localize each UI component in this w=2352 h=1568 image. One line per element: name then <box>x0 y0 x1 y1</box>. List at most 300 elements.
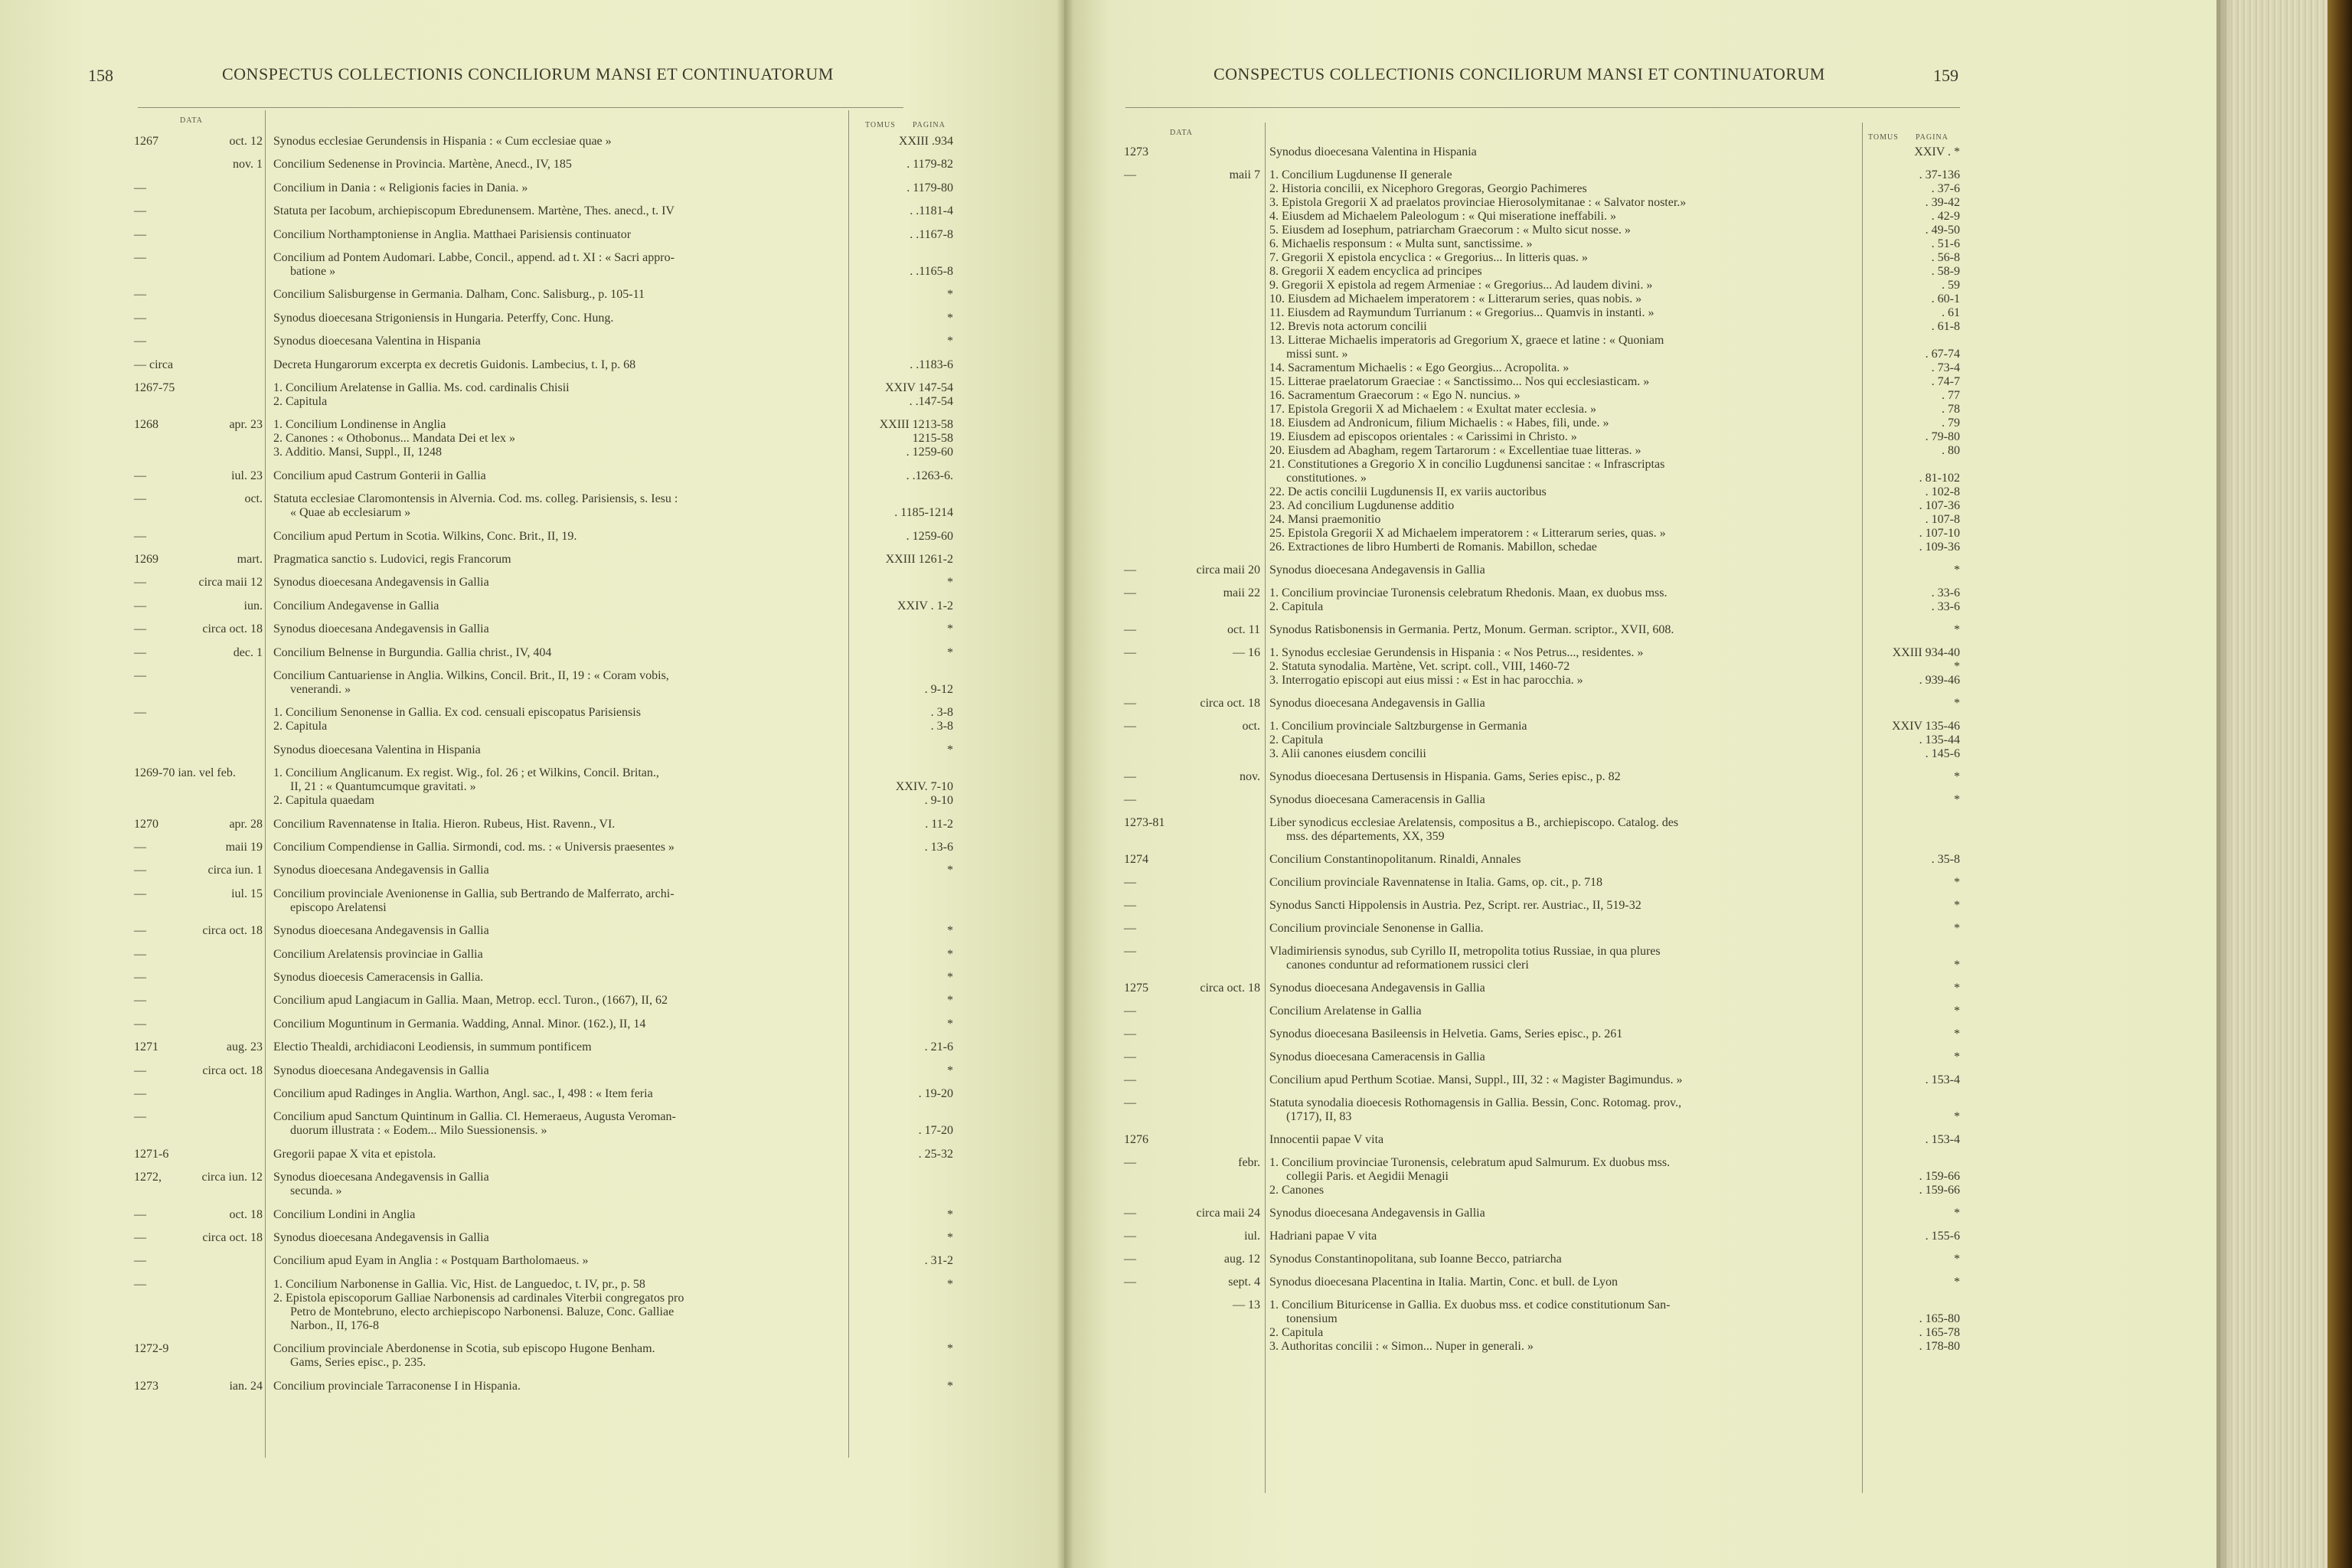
entry-text <box>1269 945 1859 972</box>
entry-text <box>273 706 840 733</box>
entry-reference <box>850 994 953 1008</box>
entry-reference <box>850 181 953 195</box>
entry-line: 12. Brevis nota actorum concilii <box>1269 320 1427 333</box>
entry-line: duorum illustrata : « Eodem... Milo Suessionensis. » <box>290 1124 547 1138</box>
entry-line: Electio Thealdi, archidiaconi Leodiensis, in summum pontificem <box>273 1040 592 1054</box>
tomus-pagina: XXIV . * <box>1914 145 1960 158</box>
entry-day: circa iun. 1 <box>207 864 263 877</box>
entry-date <box>1124 1253 1260 1266</box>
entry-date <box>134 335 263 348</box>
entry-date <box>134 1171 263 1184</box>
entry-line: 1. Concilium Londinense in Anglia <box>273 418 446 432</box>
entry-reference <box>850 864 953 877</box>
entry-year: — <box>1124 646 1136 659</box>
entry-row <box>134 1278 953 1342</box>
entry-row <box>134 887 953 924</box>
entry-year: — <box>1124 1253 1136 1266</box>
entry-date <box>134 887 263 901</box>
entry-row <box>134 1018 953 1040</box>
tomus-pagina: . 73-4 <box>1931 361 1960 374</box>
entry-reference <box>850 743 953 757</box>
entry-row <box>134 1380 953 1403</box>
entry-year: 1273 <box>1124 145 1148 158</box>
tomus-pagina: . 1179-82 <box>906 158 953 172</box>
entry-year: 1276 <box>1124 1133 1148 1146</box>
tomus-pagina: XXIII .934 <box>898 135 953 148</box>
entry-line: 10. Eiusdem ad Michaelem imperatorem : « Litterarum series, quas nobis. » <box>1269 292 1642 305</box>
entry-year: — <box>134 492 146 506</box>
entry-reference <box>850 312 953 325</box>
entry-line: Synodus dioecesana Basileensis in Helvetia. Gams, Series episc., p. 261 <box>1269 1027 1623 1040</box>
col-head-pagina: PAGINA <box>913 121 946 129</box>
entry-date <box>134 251 263 265</box>
entry-year: 1275 <box>1124 982 1148 995</box>
entry-row <box>134 766 953 817</box>
entry-reference <box>1864 586 1960 614</box>
entry-reference <box>1864 1298 1960 1354</box>
entry-date <box>1124 816 1260 830</box>
entry-date <box>134 1231 263 1245</box>
entry-text <box>1269 1207 1859 1220</box>
entry-date <box>134 924 263 938</box>
tomus-pagina: * <box>947 1207 953 1221</box>
entry-text <box>1269 770 1859 784</box>
entry-year: — <box>134 181 146 194</box>
entry-row <box>1124 1207 1960 1230</box>
tomus-pagina: . 31-2 <box>924 1254 953 1268</box>
entry-date <box>134 576 263 590</box>
entry-reference <box>850 766 953 808</box>
entry-line: Concilium Sedenense in Provincia. Martène, Anecd., IV, 185 <box>273 158 572 172</box>
col-head-tomus: TOMUS <box>865 121 896 129</box>
entry-day: circa maii 24 <box>1196 1207 1260 1220</box>
entry-line: mss. des départements, XX, 359 <box>1286 830 1445 843</box>
running-head-right: CONSPECTUS COLLECTIONIS CONCILIORUM MANSI ET CONTINUATORUM <box>1214 64 1825 83</box>
entry-text <box>1269 1298 1859 1354</box>
entry-text <box>273 1231 840 1245</box>
tomus-pagina: . 79-80 <box>1925 430 1960 443</box>
entry-row <box>134 251 953 288</box>
tomus-pagina <box>850 492 953 506</box>
entry-date <box>134 1087 263 1101</box>
tomus-pagina: * <box>1954 697 1960 710</box>
entry-reference <box>1864 564 1960 577</box>
entry-row <box>1124 697 1960 720</box>
entry-year: — <box>1124 876 1136 889</box>
entry-line: 15. Litterae praelatorum Graeciae : « Sanctissimo... Nos qui ecclesiasticam. » <box>1269 375 1650 388</box>
entry-line: Concilium apud Castrum Gonterii in Gallia <box>273 469 486 482</box>
tomus-pagina <box>850 1171 953 1184</box>
entry-reference <box>850 1208 953 1222</box>
entry-reference <box>1864 1027 1960 1041</box>
entry-text <box>1269 1276 1859 1289</box>
entry-year: — <box>134 251 146 264</box>
entry-reference <box>1864 1207 1960 1220</box>
entry-line: Liber synodicus ecclesiae Arelatensis, compositus a B., archiepiscopo. Catalog. des <box>1269 816 1679 829</box>
entry-date <box>1124 922 1260 936</box>
entry-line: Synodus dioecesana Andegavensis in Gallia <box>1269 697 1485 710</box>
entry-row <box>134 1040 953 1063</box>
tomus-pagina: . 9-12 <box>924 683 953 696</box>
entry-row <box>134 1148 953 1171</box>
entry-year: — <box>1124 1096 1136 1109</box>
entry-line: Synodus dioecesana Andegavensis in Gallia <box>273 576 489 590</box>
tomus-pagina: . 37-136 <box>1919 168 1960 181</box>
tomus-pagina: * <box>1954 793 1960 806</box>
entry-date <box>134 358 263 372</box>
entry-reference <box>1864 793 1960 807</box>
entry-reference <box>1864 646 1960 688</box>
entry-line: 1. Concilium Bituricense in Gallia. Ex duobus mss. et codice constitutionum San- <box>1269 1298 1671 1312</box>
entry-text <box>273 766 840 808</box>
entry-row <box>1124 1253 1960 1276</box>
entry-line: 8. Gregorii X eadem encyclica ad principes <box>1269 265 1482 278</box>
entry-date <box>134 948 263 962</box>
entry-reference <box>850 818 953 831</box>
entry-year: 1271 <box>134 1040 158 1054</box>
entry-text <box>273 646 840 660</box>
tomus-pagina: * <box>947 1277 953 1291</box>
entry-row <box>1124 564 1960 586</box>
entry-row <box>1124 1073 1960 1096</box>
entry-line: 1. Concilium provinciale Saltzburgense in Germania <box>1269 720 1527 733</box>
entry-reference <box>850 669 953 697</box>
entry-year: 1268 <box>134 418 158 432</box>
tomus-pagina: * <box>947 947 953 961</box>
entry-line: 2. Canones <box>1269 1184 1325 1197</box>
tomus-pagina: XXIV 135-46 <box>1891 720 1960 733</box>
entry-day: aug. 23 <box>226 1040 263 1054</box>
entry-row <box>1124 1298 1960 1363</box>
entry-line: Concilium Compendiense in Gallia. Sirmondi, cod. ms. : « Universis praesentes » <box>273 841 675 854</box>
entry-date <box>134 706 263 720</box>
entry-row <box>1124 145 1960 168</box>
entry-text <box>1269 853 1859 867</box>
entry-year: — <box>134 204 146 218</box>
entry-text <box>273 1278 840 1333</box>
entry-line: Synodus dioecesana Andegavensis in Gallia <box>1269 564 1485 577</box>
entry-line: Concilium provinciale Ravennatense in Italia. Gams, op. cit., p. 718 <box>1269 876 1603 889</box>
tomus-pagina <box>850 901 953 915</box>
tomus-pagina: XXIV . 1-2 <box>897 599 953 612</box>
entry-line: Synodus dioecesana Andegavensis in Gallia <box>1269 982 1485 995</box>
tomus-pagina <box>1864 1298 1960 1312</box>
entry-text <box>273 1254 840 1268</box>
entry-row <box>134 1171 953 1207</box>
entry-line: Petro de Montebruno, electo archiepiscopo Narbonensi. Baluze, Conc. Galliae <box>290 1305 675 1318</box>
entry-row <box>1124 816 1960 853</box>
tomus-pagina <box>1864 945 1960 959</box>
entry-day: oct. 18 <box>229 1207 263 1221</box>
entry-line: Concilium Cantuariense in Anglia. Wilkins, Concil. Brit., II, 19 : « Coram vobis, <box>273 669 669 682</box>
entry-day: ian. 24 <box>229 1379 263 1393</box>
entry-row <box>134 312 953 335</box>
entry-text <box>273 576 840 590</box>
entry-date <box>134 418 263 432</box>
entry-text <box>273 135 840 149</box>
tomus-pagina: . 1179-80 <box>906 181 953 194</box>
entry-row <box>134 335 953 358</box>
entry-text <box>273 1087 840 1101</box>
entry-reference <box>1864 697 1960 710</box>
entry-line: 2. Statuta synodalia. Martène, Vet. script. coll., VIII, 1460-72 <box>1269 660 1570 673</box>
entry-date <box>134 1278 263 1292</box>
entry-year: — <box>134 335 146 348</box>
entry-day: circa oct. 18 <box>1200 697 1260 710</box>
tomus-pagina: . 59 <box>1942 279 1960 292</box>
entry-line: Synodus dioecesana Andegavensis in Gallia <box>273 864 489 877</box>
header-rule <box>138 107 903 108</box>
tomus-pagina: * <box>947 743 953 756</box>
entry-day: iul. 23 <box>231 469 263 482</box>
entry-year: — <box>1124 168 1136 181</box>
entry-reference <box>1864 876 1960 890</box>
entry-year: — <box>1124 1004 1136 1018</box>
entry-date <box>134 622 263 636</box>
entry-text <box>273 251 840 279</box>
entry-line: 2. Historia concilii, ex Nicephoro Gregoras, Georgio Pachimeres <box>1269 182 1587 195</box>
entry-date <box>134 1148 263 1161</box>
entry-date <box>134 530 263 544</box>
tomus-pagina: . 61 <box>1942 306 1960 319</box>
entry-line: 4. Eiusdem ad Michaelem Paleologum : « Qui miseratione ineffabili. » <box>1269 210 1616 223</box>
entry-line: 23. Ad concilium Lugdunense additio <box>1269 499 1455 512</box>
entry-date <box>134 646 263 660</box>
tomus-pagina: . .1181-4 <box>910 204 953 218</box>
entry-date <box>134 492 263 506</box>
entry-year: — <box>1124 793 1136 806</box>
tomus-pagina: * <box>1954 1004 1960 1018</box>
tomus-pagina <box>1864 830 1960 844</box>
entry-reference <box>850 841 953 854</box>
entry-date <box>1124 1073 1260 1087</box>
entry-year: — <box>1124 945 1136 958</box>
entry-day: circa oct. 18 <box>202 1063 263 1077</box>
tomus-pagina: XXIII 1261-2 <box>885 553 953 566</box>
entry-reference <box>1864 853 1960 867</box>
entry-line: 3. Additio. Mansi, Suppl., II, 1248 <box>273 446 443 459</box>
entry-line: Synodus dioecesana Andegavensis in Gallia <box>273 1171 489 1184</box>
tomus-pagina <box>1864 1096 1960 1110</box>
tomus-pagina: * <box>1954 770 1960 783</box>
tomus-pagina: * <box>947 288 953 302</box>
entry-text <box>273 469 840 483</box>
entry-year: — <box>1124 720 1136 733</box>
tomus-pagina: * <box>1954 982 1960 995</box>
entry-date <box>134 228 263 242</box>
entry-year: — <box>1124 899 1136 912</box>
entry-reference <box>1864 145 1960 159</box>
tomus-pagina: * <box>947 622 953 636</box>
entry-date <box>1124 793 1260 807</box>
tomus-pagina: . 159-66 <box>1919 1170 1960 1183</box>
entry-row <box>1124 770 1960 793</box>
entry-year: — <box>1124 770 1136 783</box>
entry-year: — <box>134 1254 146 1268</box>
tomus-pagina: 1215-58 <box>912 432 953 446</box>
tomus-pagina: XXIII 1213-58 <box>879 418 953 432</box>
entry-row <box>134 864 953 887</box>
tomus-pagina: . 81-102 <box>1919 472 1960 485</box>
entry-line: 18. Eiusdem ad Andronicum, filium Michaelis : « Habes, fili, unde. » <box>1269 416 1609 430</box>
entry-date <box>134 1254 263 1268</box>
entry-line: 19. Eiusdem ad episcopos orientales : « Carissimi in Christo. » <box>1269 430 1577 443</box>
tomus-pagina: . 67-74 <box>1925 348 1960 361</box>
entry-reference <box>850 228 953 242</box>
entry-day: — 13 <box>1233 1298 1260 1312</box>
entry-date <box>1124 1133 1260 1147</box>
entry-line: 24. Mansi praemonitio <box>1269 513 1381 526</box>
entry-day: sept. 4 <box>1228 1276 1260 1289</box>
entry-year: 1271-6 <box>134 1147 169 1161</box>
entry-reference <box>850 530 953 544</box>
entry-line: 1. Concilium Narbonense in Gallia. Vic, Hist. de Languedoc, t. IV, pr., p. 58 <box>273 1277 645 1291</box>
tomus-pagina: . 9-10 <box>924 794 953 808</box>
tomus-pagina: * <box>947 1231 953 1244</box>
entry-day: circa oct. 18 <box>202 622 263 636</box>
entry-line: 11. Eiusdem ad Raymundum Turrianum : « Gregorius... Quamvis in instanti. » <box>1269 306 1655 319</box>
entry-year: — <box>134 227 146 241</box>
tomus-pagina: . 178-80 <box>1919 1340 1960 1353</box>
entry-reference <box>1864 720 1960 761</box>
entry-year: — <box>134 994 146 1008</box>
entry-text <box>1269 145 1859 159</box>
entry-year: — <box>1124 1027 1136 1040</box>
entry-row <box>134 669 953 706</box>
entry-reference <box>850 381 953 409</box>
entry-date <box>1124 564 1260 577</box>
tomus-pagina: * <box>1954 899 1960 912</box>
entry-text <box>1269 1133 1859 1147</box>
entry-date <box>1124 697 1260 710</box>
tomus-pagina <box>850 766 953 780</box>
entry-text <box>273 381 840 409</box>
entry-year: — <box>1124 1156 1136 1169</box>
entry-text <box>1269 1156 1859 1197</box>
tomus-pagina: * <box>947 335 953 348</box>
tomus-pagina: . 77 <box>1942 389 1960 402</box>
entry-line: Synodus dioecesana Andegavensis in Gallia <box>273 1063 489 1077</box>
entry-text <box>273 228 840 242</box>
entry-day: circa maii 20 <box>1196 564 1260 577</box>
entry-year: — <box>134 599 146 612</box>
entry-row <box>134 204 953 227</box>
entry-text <box>273 994 840 1008</box>
entry-line: 1. Concilium Arelatense in Gallia. Ms. cod. cardinalis Chisii <box>273 381 570 394</box>
entry-line: Concilium provinciale Senonense in Gallia. <box>1269 922 1484 935</box>
entry-line: Synodus dioecesis Cameracensis in Gallia. <box>273 971 484 984</box>
entry-line: Concilium provinciale Aberdonense in Scotia, sub episcopo Hugone Benham. <box>273 1342 655 1356</box>
entry-text <box>273 1110 840 1138</box>
tomus-pagina: . 33-6 <box>1931 600 1960 613</box>
entry-year: — <box>1124 564 1136 577</box>
entry-date <box>1124 1156 1260 1170</box>
entry-row <box>134 1254 953 1277</box>
entry-row <box>134 948 953 971</box>
tomus-pagina: . 79 <box>1942 416 1960 430</box>
running-head-left: CONSPECTUS COLLECTIONIS CONCILIORUM MANSI ET CONTINUATORUM <box>222 64 834 83</box>
entry-reference <box>850 418 953 459</box>
entry-reference <box>850 335 953 348</box>
entry-line: 21. Constitutiones a Gregorio X in concilio Lugdunensi sancitae : « Infrascriptas <box>1269 458 1665 471</box>
entry-text <box>1269 697 1859 710</box>
entry-row <box>1124 876 1960 899</box>
entry-line: Synodus dioecesana Strigoniensis in Hungaria. Peterffy, Conc. Hung. <box>273 311 614 325</box>
entry-text <box>1269 646 1859 688</box>
entry-year: — <box>134 1231 146 1244</box>
entry-day: circa oct. 18 <box>1200 982 1260 995</box>
entry-reference <box>850 1064 953 1078</box>
entry-row <box>1124 793 1960 816</box>
entry-date <box>1124 1298 1260 1312</box>
entry-line: 1. Synodus ecclesiae Gerundensis in Hispania : « Nos Petrus..., residentes. » <box>1269 646 1644 659</box>
entry-line: « Quae ab ecclesiarum » <box>290 506 411 520</box>
entry-year: — <box>134 947 146 961</box>
tomus-pagina: . 165-80 <box>1919 1312 1960 1325</box>
entry-text <box>1269 564 1859 577</box>
entry-text <box>273 204 840 218</box>
page-number-left: 158 <box>88 66 113 85</box>
col-head-data: DATA <box>180 116 203 125</box>
entry-reference <box>1864 1253 1960 1266</box>
entry-text <box>273 1148 840 1161</box>
entry-day: febr. <box>1238 1156 1260 1169</box>
entry-year: — <box>1124 1050 1136 1063</box>
entry-date <box>134 1040 263 1054</box>
entry-year: 1273 <box>134 1379 158 1393</box>
entry-year: — <box>134 669 146 682</box>
entry-reference <box>1864 770 1960 784</box>
entry-reference <box>850 1380 953 1393</box>
entry-line: Synodus dioecesana Valentina in Hispania <box>273 335 481 348</box>
entry-row <box>1124 982 1960 1004</box>
entry-date <box>1124 1276 1260 1289</box>
entry-day: circa oct. 18 <box>202 1231 263 1244</box>
tomus-pagina: * <box>1954 660 1960 673</box>
col-head-pagina: PAGINA <box>1916 133 1949 142</box>
entry-day: circa oct. 18 <box>202 924 263 938</box>
entry-reference <box>850 288 953 302</box>
tomus-pagina <box>850 1110 953 1124</box>
right-page <box>1064 0 2216 1568</box>
entry-line: Synodus Ratisbonensis in Germania. Pertz, Monum. German. scriptor., XVII, 608. <box>1269 623 1674 636</box>
entry-reference <box>850 204 953 218</box>
entry-date <box>134 381 263 395</box>
entry-reference <box>1864 168 1960 554</box>
entry-row <box>134 576 953 599</box>
entry-line: collegii Paris. et Aegidii Menagii <box>1286 1170 1449 1183</box>
tomus-pagina: * <box>1954 922 1960 935</box>
entry-row <box>1124 168 1960 564</box>
entry-line: Synodus dioecesana Valentina in Hispania <box>1269 145 1477 158</box>
entry-row <box>134 469 953 492</box>
tomus-pagina <box>850 887 953 901</box>
entry-row <box>134 971 953 994</box>
entry-day: iun. <box>243 599 263 612</box>
entry-row <box>134 1231 953 1254</box>
entry-date <box>134 1110 263 1124</box>
entry-text <box>1269 168 1859 554</box>
entry-day: oct. 12 <box>229 135 263 148</box>
entry-line: Pragmatica sanctio s. Ludovici, regis Francorum <box>273 553 511 566</box>
tomus-pagina: * <box>947 1379 953 1393</box>
entry-reference <box>850 1018 953 1031</box>
entry-line: 2. Capitula <box>273 720 328 733</box>
tomus-pagina: . 3-8 <box>930 706 953 720</box>
entry-line: 1. Concilium Anglicanum. Ex regist. Wig., fol. 26 ; et Wilkins, Concil. Britan., <box>273 766 659 780</box>
entry-year: — <box>134 529 146 543</box>
entry-line: Concilium Moguntinum in Germania. Wadding, Annal. Minor. (162.), II, 14 <box>273 1017 646 1031</box>
